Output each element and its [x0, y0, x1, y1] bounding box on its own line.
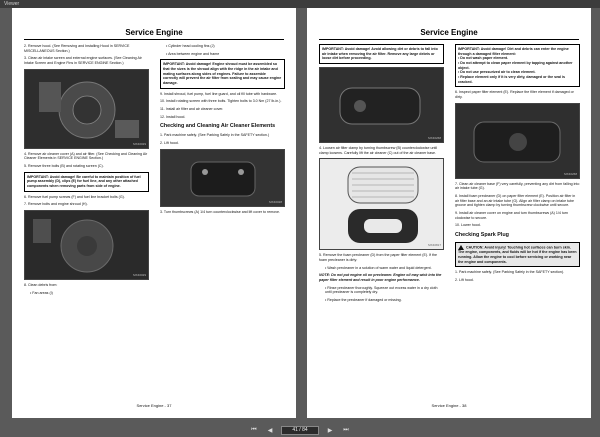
window-title: Viewer: [4, 1, 20, 7]
paragraph: 1. Park machine safely. (See Parking Safely in the SAFETY section).: [455, 270, 565, 275]
important-box: [455, 44, 580, 87]
paragraph: 8. Install foam precleaner (D) on paper filter element (E). Position air filter in air filter base and an air intake tube (G). Align air filter clamp on intake tube groove and tighten clamp by turning thumbscrew clockwise until secure.: [455, 194, 576, 208]
page-header: [319, 22, 579, 40]
important-bullet: • Do not use pressurized air to clean element.: [458, 70, 536, 75]
figure-id: MX40268: [428, 136, 441, 141]
air-filter-illustration: [320, 68, 444, 143]
bullet-item: • Replace the precleaner if damaged or missing.: [325, 298, 402, 303]
important-title: IMPORTANT: Avoid damage! Dirt and debris can enter the engine through a damaged filter element:: [458, 47, 569, 56]
page-header: [24, 22, 284, 40]
important-box: IMPORTANT: Avoid damage! Be careful to maintain position of fuel pump assembly (D), clips (E) for fuel line, and any other attached components when removing parts from side of engine.: [24, 172, 149, 192]
figure-id: MX40028: [269, 199, 282, 204]
bullet-item: • Wash precleaner in a solution of warm water and liquid detergent.: [325, 265, 432, 270]
last-page-icon: ⏭: [343, 426, 349, 433]
first-page-button[interactable]: [249, 425, 259, 435]
engine-photo: [24, 69, 149, 149]
page-footer: Service Engine - 37: [136, 403, 172, 408]
previous-page-button[interactable]: [265, 425, 275, 435]
window-titlebar: [0, 0, 600, 8]
figure-id: MX40268: [564, 171, 577, 176]
paragraph: 7. Clean air cleaner base (F) very carefully, preventing any dirt from falling into air intake tube (G).: [455, 181, 580, 191]
bullet-item: • Area between engine and frame: [166, 51, 220, 56]
section-title: Checking Spark Plug: [455, 232, 509, 239]
page-number-field[interactable]: 41 / 84: [281, 426, 319, 435]
caution-box: [455, 242, 580, 267]
air-cleaner-photo: [160, 149, 285, 207]
air-cleaner-illustration: [161, 150, 285, 207]
figure-id: MX40029: [133, 273, 146, 278]
paragraph: 8. Clean debris from:: [24, 283, 58, 288]
important-box: IMPORTANT: Avoid damage! Avoid allowing dirt or debris to fall into air intake when removing the air filter. Remove any large debris or loose dirt before proceeding.: [319, 44, 444, 64]
bullet-item: • Fan areas (I): [30, 290, 53, 295]
pdf-page-left: [12, 8, 296, 418]
paragraph: 11. Install air filter and air cleaner cover.: [160, 107, 224, 112]
paragraph: 2. Lift hood.: [455, 277, 474, 282]
air-cleaner-base-illustration: [456, 104, 580, 179]
paragraph: 10. Lower hood.: [455, 223, 481, 228]
paragraph: 7. Remove bolts and engine shroud (H).: [24, 202, 88, 207]
filter-element-illustration: [320, 159, 444, 250]
left-page-column-2: [160, 44, 285, 217]
engine-illustration: [25, 70, 149, 149]
engine-illustration: [25, 211, 149, 280]
next-page-icon: ▶: [327, 427, 333, 434]
section-title: Checking and Cleaning Air Cleaner Elements: [160, 123, 276, 130]
paragraph: 6. Remove fuel pump screws (F) and fuel line bracket bolts (G).: [24, 194, 125, 199]
paragraph: 3. Turn thumbscrews (A) 1/4 turn counterclockwise and lift cover to remove.: [160, 209, 281, 214]
paragraph: 1. Park machine safely. (See Parking Safely in the SAFETY section.): [160, 133, 270, 138]
important-bullet: • Do not wash paper element.: [458, 56, 508, 61]
engine-photo: [24, 210, 149, 280]
paragraph: 9. Install air cleaner cover on engine and turn thumbscrews (A) 1/4 turn clockwise to secure.: [455, 211, 569, 220]
figure-id: MX40029: [133, 141, 146, 146]
first-page-icon: ⏮: [251, 426, 257, 433]
paragraph: 3. Clean air intake screen and external engine surfaces. (See Cleaning Air Intake Screen and Engine Fins in SERVICE ENGINE Section.): [24, 56, 142, 66]
left-page-column-1: [24, 44, 149, 298]
caution-text: CAUTION: Avoid injury! Touching hot surfaces can burn skin. The engine, components, and fluids will be hot if the engine has been running. Allow the engine to cool before servicing or working near the engine and components.: [458, 245, 577, 264]
bullet-item: • Rinse precleaner thoroughly. Squeeze out excess water in a dry cloth until precleaner is completely dry.: [325, 285, 438, 295]
important-bullet: • Replace element only if it is very dirty, damaged or the seal is cracked.: [458, 75, 566, 84]
page-footer: Service Engine - 38: [431, 403, 467, 408]
figure-id: MX40817: [428, 243, 441, 248]
paragraph: 5. Remove three bolts (B) and rotating screen (C).: [24, 164, 104, 169]
air-filter-photo: [319, 67, 444, 143]
paragraph: 9. Install shroud, fuel pump, fuel line guard, and oil fill tube with hardware.: [160, 91, 278, 96]
paragraph: 5. Remove the foam precleaner (D) from the paper filter element (E). If the foam precleaner is dirty:: [319, 253, 438, 263]
last-page-button[interactable]: [341, 425, 351, 435]
important-bullet: • Do not attempt to clean paper element by tapping against another object.: [458, 61, 573, 70]
important-box: IMPORTANT: Avoid damage! Engine shroud must be assembled so that the sizes is the shroud align with the ridge in the air intake and mating surfaces along sides of engines. Failure to assemble correctly will prevent the air filter from sealing and may cause engine damage.: [160, 59, 285, 88]
note-text: NOTE: Do not put engine oil on precleaner. Engine oil may wick into the paper filter element and result in poor engine performance.: [319, 273, 442, 283]
paragraph: 12. Install hood.: [160, 114, 186, 119]
filter-element-photo: [319, 158, 444, 250]
viewer-toolbar: [0, 423, 600, 437]
bullet-item: • Cylinder head cooling fins (J): [166, 44, 215, 48]
next-page-button[interactable]: [325, 425, 335, 435]
right-page-column-1: [319, 44, 444, 306]
paragraph: 4. Loosen air filter clamp by turning thumbscrew (B) counterclockwise until clamp loosens. Carefully lift the air cleaner (C) out of the air cleaner base.: [319, 146, 438, 155]
paragraph: 10. Install rotating screen with three bolts. Tighten bolts to 3.0 Nm (27 lb-in.).: [160, 99, 282, 104]
pdf-page-right: [307, 8, 591, 418]
paragraph: 2. Remove hood. (See Removing and Installing Hood in SERVICE MISCELLANEOUS Section.): [24, 44, 130, 53]
previous-page-icon: ◀: [267, 427, 273, 434]
page-header-title: Service Engine: [125, 28, 183, 37]
paragraph: 6. Inspect paper filter element (E). Replace the filter element if damaged or dirty.: [455, 90, 574, 100]
right-page-column-2: [455, 44, 580, 286]
paragraph: 4. Remove air cleaner cover (A) and air filter. (See Checking and Cleaning Air Cleaner Elements in SERVICE ENGINE Section.): [24, 151, 148, 161]
paragraph: 2. Lift hood.: [160, 141, 179, 146]
page-header-title: Service Engine: [420, 28, 478, 37]
air-cleaner-base-photo: [455, 103, 580, 179]
